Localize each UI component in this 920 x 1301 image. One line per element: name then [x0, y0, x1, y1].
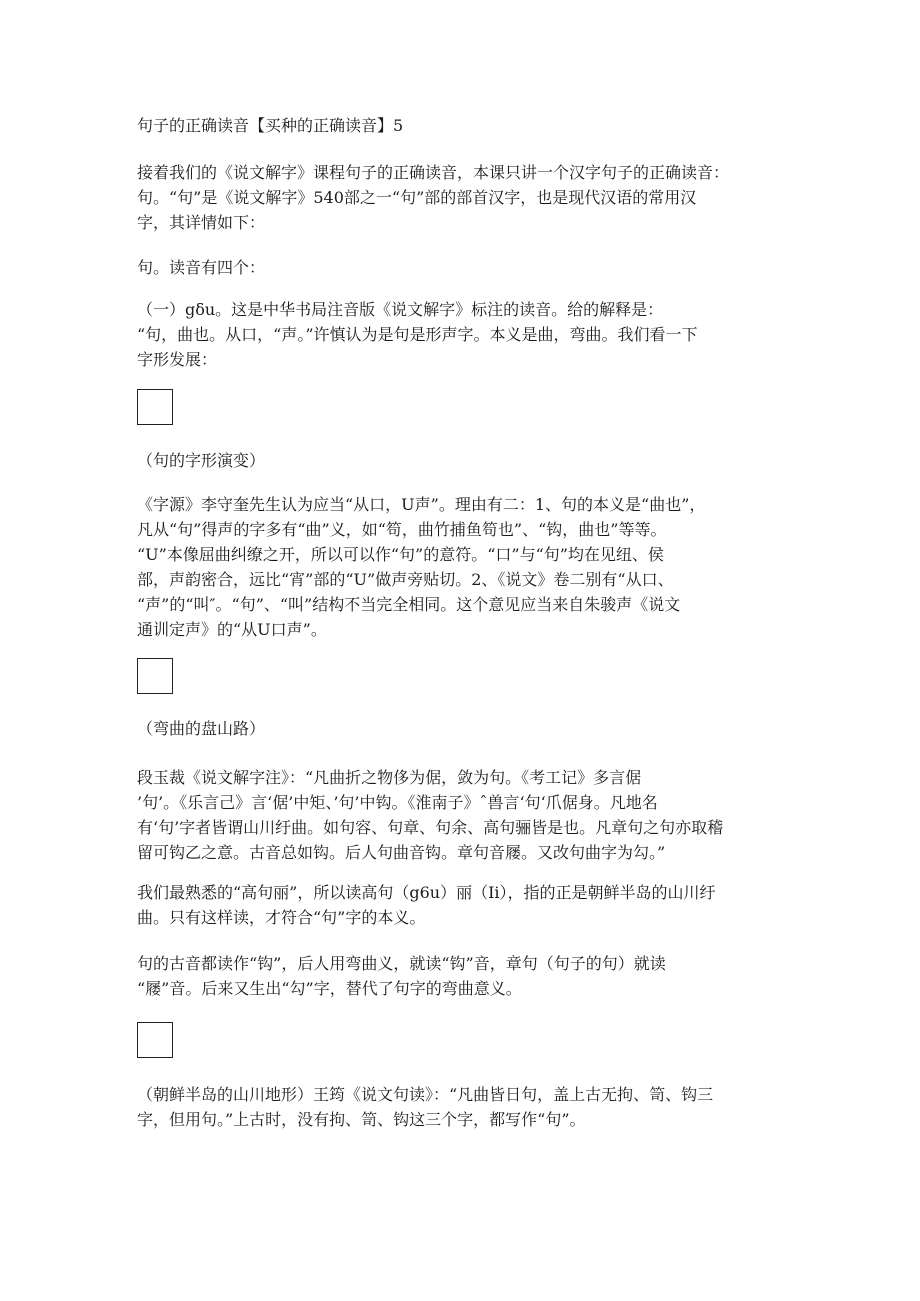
text-line: （朝鲜半岛的山川地形）王筠《说文句读》：“凡曲皆日句，盖上古无拘、笥、钩三: [137, 1085, 714, 1104]
caption-line: （句的字形演变）: [137, 451, 266, 470]
duan-paragraph: [137, 765, 787, 865]
document-title: [137, 113, 787, 138]
caption-line: （弯曲的盘山路）: [137, 719, 266, 738]
text-line: 《字源》李守奎先生认为应当“从口，U声”。理由有二：1、句的本义是“曲也”，: [137, 495, 706, 514]
text-line: 接着我们的《说文解字》课程句子的正确读音，本课只讲一个汉字句子的正确读音：: [137, 163, 730, 182]
text-line: “屦”音。后来又生出“勾”字，替代了句字的弯曲意义。: [137, 979, 522, 998]
ziyuan-paragraph: [137, 492, 787, 642]
text-line: （一）gδu。这是中华书局注音版《说文解字》标注的读音。给的解释是：: [137, 300, 664, 319]
ancient-pronunciation-paragraph: [137, 951, 787, 1001]
text-line: “句，曲也。从口，“声。”许慎认为是句是形声字。本义是曲，弯曲。我们看一下: [137, 325, 698, 344]
text-line: “U”本像屈曲纠缭之开，所以可以作“句”的意符。“口”与“句”均在见纽、侯: [137, 545, 664, 564]
text-line: 部，声韵密合，远比“宵”部的“U”做声旁贴切。2、《说文》卷二别有“从口、: [137, 570, 674, 589]
figure-caption-mountain-road: [137, 716, 787, 741]
text-line: 有‘句’字者皆谓山川纡曲。如句容、句章、句余、高句骊皆是也。凡章句之句亦取稽: [137, 818, 724, 837]
title-line: 句子的正确读音【买种的正确读音】5: [137, 116, 404, 135]
text-line: 留可钩乙之意。古音总如钩。后人句曲音钩。章句音屦。又改句曲字为勾。”: [137, 843, 666, 862]
text-line: 我们最熟悉的“高句丽”，所以读高句（g6u）丽（Ii），指的正是朝鲜半岛的山川纡: [137, 883, 716, 902]
text-line: 字，但用句。”上古时，没有拘、笥、钩这三个字，都写作“句”。: [137, 1110, 586, 1129]
text-line: 段玉裁《说文解字注》：“凡曲折之物侈为倨，敛为句。《考工记》多言倨: [137, 768, 642, 787]
text-line: 凡从“句”得声的字多有“曲”义，如“笱，曲竹捕鱼笱也”、“钩，曲也”等等。: [137, 520, 667, 539]
image-placeholder-mountain-road: [137, 658, 173, 694]
text-line: 句。读音有四个：: [137, 258, 266, 277]
intro-paragraph: [137, 160, 787, 235]
image-placeholder-korean-terrain: [137, 1022, 173, 1058]
readings-intro: [137, 255, 787, 280]
figure-caption-glyph-evolution: [137, 448, 787, 473]
text-line: 曲。只有这样读，才符合“句”字的本义。: [137, 908, 426, 927]
text-line: 字，其详情如下：: [137, 213, 266, 232]
text-line: 通训定声》的“从U口声”。: [137, 620, 327, 639]
wangyun-paragraph: [137, 1082, 787, 1132]
section-one-paragraph: [137, 297, 787, 372]
text-line: 字形发展：: [137, 350, 218, 369]
text-line: “声”的“叫″。“句”、“叫”结构不当完全相同。这个意见应当来自朱骏声《说文: [137, 595, 681, 614]
gaogouli-paragraph: [137, 880, 787, 930]
text-line: 句。“句”是《说文解字》540部之一“句”部的部首汉字，也是现代汉语的常用汉: [137, 188, 697, 207]
text-line: ’句’。《乐言己》言‘倨’中矩、’句’中钩。《淮南子》ˆ兽言‘句‘爪倨身。凡地名: [137, 793, 658, 812]
image-placeholder-glyph-evolution: [137, 389, 173, 425]
text-line: 句的古音都读作“钩”，后人用弯曲义，就读“钩”音，章句（句子的句）就读: [137, 954, 666, 973]
